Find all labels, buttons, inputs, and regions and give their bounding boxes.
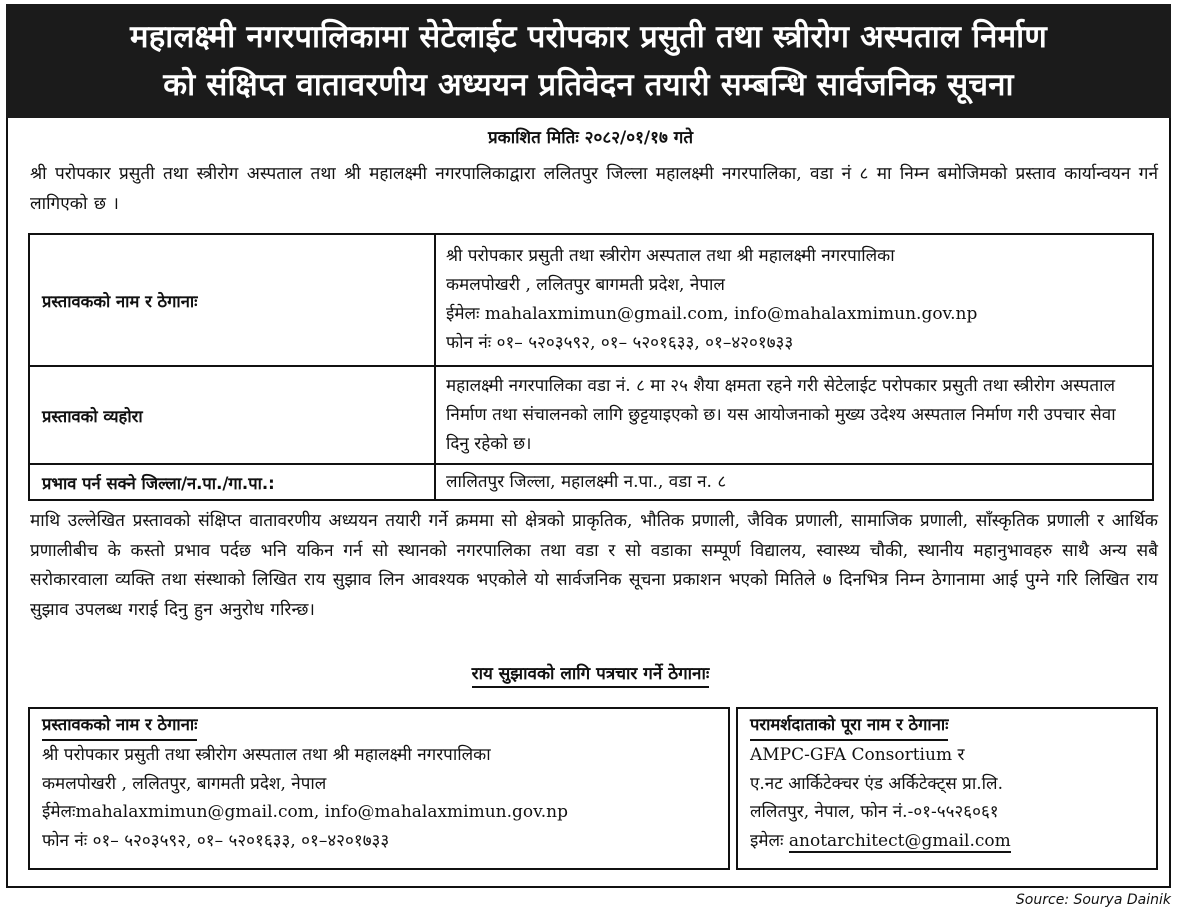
table-row: [29, 234, 1153, 366]
table-row: [29, 366, 1153, 464]
consultant-address-box: [736, 707, 1158, 870]
source-credit: Source: Sourya Dainik: [1015, 892, 1171, 908]
notice-header: [6, 4, 1171, 118]
proposer-address-line: कमलपोखरी , ललितपुर बागमती प्रदेश, नेपाल: [446, 275, 725, 295]
proposal-label: प्रस्तावको व्यहोरा: [29, 366, 435, 464]
address-heading-text: राय सुझावको लागि पत्रचार गर्ने ठेगानाः: [472, 664, 710, 688]
consultant-box-heading: परामर्शदाताको पूरा नाम र ठेगानाः: [750, 711, 948, 741]
publish-date: प्रकाशित मितिः २०८२/०१/१७ गते: [487, 128, 694, 148]
proposer-name-line: श्री परोपकार प्रसुती तथा स्त्रीरोग अस्पताल तथा श्री महालक्ष्मी नगरपालिका: [446, 246, 895, 266]
proposer-label: प्रस्तावकको नाम र ठेगानाः: [29, 234, 435, 366]
address-heading: [0, 661, 1181, 684]
consultant-email-label: इमेलः: [750, 830, 784, 851]
proposal-info-table: [28, 233, 1154, 501]
proposer-box-line: ईमेलःmahalaxmimun@gmail.com, info@mahalaxmimun.gov.np: [42, 802, 568, 822]
consultant-box-line: AMPC-GFA Consortium र: [750, 745, 965, 765]
proposer-phone-line: फोन नंः ०१– ५२०३५९२, ०१– ५२०१६३३, ०१–४२०१७३३: [446, 333, 794, 353]
proposer-box-line: फोन नंः ०१– ५२०३५९२, ०१– ५२०१६३३, ०१–४२०१७३३: [42, 830, 390, 851]
proposal-description: महालक्ष्मी नगरपालिका वडा नं. ८ मा २५ शैया क्षमता रहने गरी सेटेलाईट परोपकार प्रसुती तथा स्त्रीरोग अस्पताल निर्माण तथा संचालनको लागि छुट्टयाइएको छ। यस आयोजनाको मुख्य उदेश्य अस्पताल निर्माण गरी उपचार सेवा दिनु रहेको छ।: [435, 366, 1153, 464]
table-row: [29, 464, 1153, 500]
consultant-email: anotarchitect@gmail.com: [788, 830, 1011, 851]
body-paragraph: माथि उल्लेखित प्रस्तावको संक्षिप्त वातावरणीय अध्ययन तयारी गर्ने क्रममा सो क्षेत्रको प्राकृतिक, भौतिक प्रणाली, जैविक प्रणाली, सामाजिक प्रणाली, साँस्कृतिक प्रणाली र आर्थिक प्रणालीबीच के कस्तो प्रभाव पर्दछ भनि यकिन गर्न सो स्थानको नगरपालिका तथा वडा र सो वडाका सम्पूर्ण विद्यालय, स्वास्थ्य चौकी, स्थानीय महानुभावहरु साथै अन्य सबै सरोकारवाला व्यक्ति तथा संस्थाको लिखित राय सुझाव लिन आवश्यक भएकोले यो सार्वजनिक सूचना प्रकाशन भएको मितिले ७ दिनभित्र निम्न ठेगानामा आई पुग्ने गरि लिखित राय सुझाव उपलब्ध गराई दिनु हुन अनुरोध गरिन्छ।: [30, 511, 1158, 620]
intro-paragraph: श्री परोपकार प्रसुती तथा स्त्रीरोग अस्पताल तथा श्री महालक्ष्मी नगरपालिकाद्वारा ललितपुर जिल्ला महालक्ष्मी नगरपालिका, वडा नं ८ मा निम्न बमोजिमको प्रस्ताव कार्यान्वयन गर्न लागिएको छ ।: [30, 164, 1158, 214]
title-line-1: महालक्ष्मी नगरपालिकामा सेटेलाईट परोपकार प्रसुती तथा स्त्रीरोग अस्पताल निर्माण: [130, 19, 1047, 55]
proposer-box-line: श्री परोपकार प्रसुती तथा स्त्रीरोग अस्पताल तथा श्री महालक्ष्मी नगरपालिका: [42, 745, 491, 765]
proposer-box-heading: प्रस्तावकको नाम र ठेगानाः: [42, 711, 197, 741]
affected-area-label: प्रभाव पर्न सक्ने जिल्ला/न.पा./गा.पा.:: [29, 464, 435, 500]
consultant-email-line: [750, 827, 1144, 856]
proposer-details: [435, 234, 1153, 366]
proposer-box-line: कमलपोखरी , ललितपुर, बागमती प्रदेश, नेपाल: [42, 773, 327, 794]
consultant-box-line: ए.नट आर्किटेक्चर एंड अर्किटेक्ट्स प्रा.लि.: [750, 773, 1003, 794]
consultant-box-line: ललितपुर, नेपाल, फोन नं.-०१-५५२६०६१: [750, 802, 999, 822]
proposer-email-line: ईमेलः mahalaxmimun@gmail.com, info@mahalaxmimun.gov.np: [446, 304, 978, 324]
affected-area-value: लालितपुर जिल्ला, महालक्ष्मी न.पा., वडा न. ८: [435, 464, 1153, 500]
title-line-2: को संक्षिप्त वातावरणीय अध्ययन प्रतिवेदन तयारी सम्बन्धि सार्वजनिक सूचना: [163, 67, 1014, 103]
proposer-address-box: [28, 707, 730, 870]
